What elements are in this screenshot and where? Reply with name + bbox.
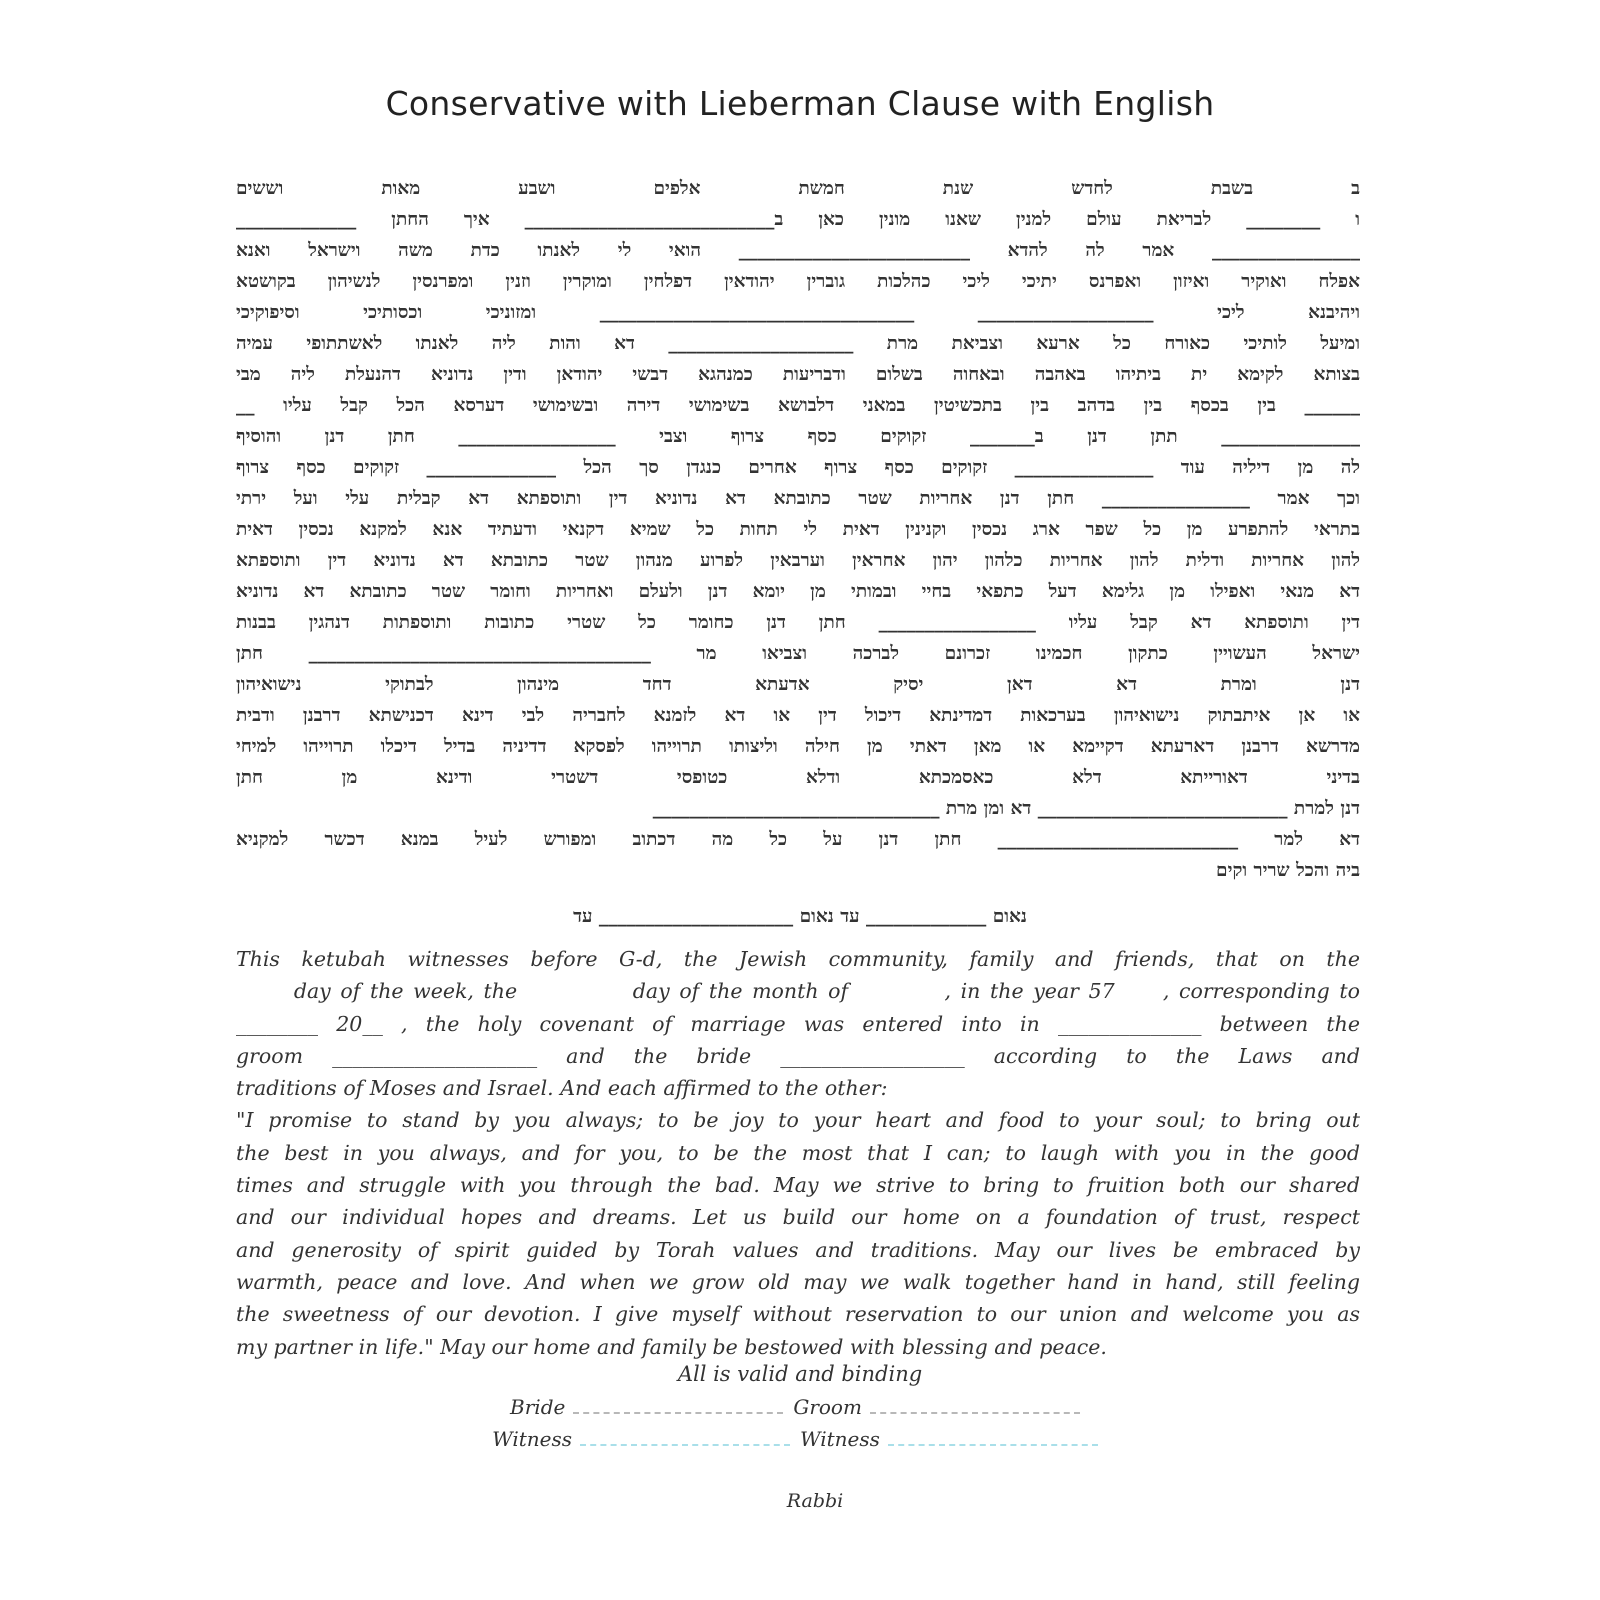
hebrew-line: דנן ומרת דא דאן יסיק אדעתא דחד מינהון לבתוקי נישואיהון xyxy=(236,674,1360,695)
bride-groom-signature-row xyxy=(0,1394,1600,1419)
groom-signature-line xyxy=(870,1394,1080,1414)
english-line: my partner in life." May our home and family be bestowed with blessing and peace. xyxy=(236,1334,1107,1359)
hebrew-line: ביה והכל שריר וקים xyxy=(1216,860,1360,881)
english-line: the best in you always, and for you, to be the most that I can; to laugh with you in the good xyxy=(236,1140,1360,1165)
hebrew-line: דין ותוספתא דא קבל עליו _________________ חתן דנן כחומר כל שטרי כתובות ותוספתות דנהגין בבנות xyxy=(236,612,1360,633)
witness-label: Witness xyxy=(800,1427,880,1451)
hebrew-line: להון אחריות ודלית להון אחריות כלהון יהון אחראין וערבאין לפרוע מנהון שטר כתובתא דא נדוניא דין ותוספתא xyxy=(236,550,1360,571)
english-line: "I promise to stand by you always; to be joy to your heart and food to your soul; to bring out xyxy=(236,1108,1360,1133)
hebrew-line: בדיני דאורייתא דלא כאסמכתא ודלא כטופסי דשטרי ודינא מן חתן xyxy=(236,767,1360,788)
english-line: traditions of Moses and Israel. And each affirmed to the other: xyxy=(236,1076,888,1101)
witness-signature-line xyxy=(888,1426,1098,1446)
hebrew-line: אפלח ואוקיר ואיזון ואפרנס יתיכי ליכי כהלכות גוברין יהודאין דפלחין ומוקרין וזנין ומפרנסין לנשיהון בקושטא xyxy=(236,271,1360,292)
page-title: Conservative with Lieberman Clause with English xyxy=(385,84,1215,123)
hebrew-line: ישראל העשויין כתקון חכמינו זכרונם לברכה וצביאו מר _____________________________________ חתן xyxy=(236,643,1360,664)
english-line: This ketubah witnesses before G-d, the Jewish community, family and friends, that on the xyxy=(236,947,1360,971)
hebrew-line: ויהיבנא ליכי ___________________ __________________________________ ומזוניכי וכסותיכי וסיפוקיכי xyxy=(236,302,1360,323)
hebrew-line: דא מנאי ואפילו מן גלימא דעל כתפאי בחיי ובמותי מן יומא דנן ולעלם ואחריות וחומר שטר כתובתא דא נדוניא xyxy=(236,581,1360,602)
hebrew-line: ב בשבת לחדש שנת חמשת אלפים ושבע מאות וששים xyxy=(236,178,1360,199)
hebrew-line: ______ בין בכסף בין בדהב בין בתכשיטין במאני דלבושא בשימושי דירה ובשימושי דערסא הכל קבל עליו __ xyxy=(236,395,1360,416)
witness-label: Witness xyxy=(492,1427,572,1451)
english-text-block xyxy=(236,943,1360,1363)
english-line: times and struggle with you through the bad. May we strive to bring to fruition both our shared xyxy=(236,1173,1360,1198)
english-line: and our individual hopes and dreams. Let us build our home on a foundation of trust, respect xyxy=(236,1205,1360,1230)
hebrew-line: בתראי להתפרע מן כל שפר ארג נכסין וקנינין דאית לי תחות כל שמיא דקנאי ודעתיד אנא למקנא נכסין דאית xyxy=(236,519,1360,540)
hebrew-line: דא למר __________________________ חתן דנן על כל מה דכתוב ומפורש לעיל במנא דכשר למקניא xyxy=(236,829,1360,850)
english-line: the sweetness of our devotion. I give myself without reservation to our union and welcome you as xyxy=(236,1302,1360,1327)
hebrew-line: או אן איתבתוק נישואיהון בערכאות דמדינתא דיכול דין או דא לזמנא לחבריה לבי דינא דכנישתא דרבנן ודבית xyxy=(236,705,1360,726)
hebrew-line: ________________ אמר לה להדא _________________________ הואי לי לאנתו כדת משה וישראל ואנא xyxy=(236,240,1360,261)
hebrew-line: דנן למרת ___________________________ דא ומן מרת _______________________________ xyxy=(652,798,1360,819)
english-line: warmth, peace and love. And when we grow old may we walk together hand in hand, still feeling xyxy=(236,1269,1360,1294)
valid-and-binding-line: All is valid and binding xyxy=(677,1362,923,1386)
bride-signature-line xyxy=(573,1394,783,1414)
hebrew-text-block xyxy=(236,173,1360,886)
groom-label: Groom xyxy=(793,1395,862,1419)
english-line: day of the week, the day of the month of , in the year 57 , corresponding to xyxy=(236,979,1360,1004)
bride-label: Bride xyxy=(510,1395,566,1419)
hebrew-line: לה מן דיליה עוד _______________ זקוקים כסף צרוף אחרים כנגדן סך הכל ______________ זקוקים כסף צרוף xyxy=(236,457,1360,478)
rabbi-label: Rabbi xyxy=(786,1490,844,1512)
hebrew-line: _______________ תתן דנן ב_______ זקוקים כסף צרוף וצבי _________________ חתן דנן והוסיף xyxy=(236,426,1360,447)
witness-signature-row xyxy=(0,1426,1600,1451)
hebrew-line: ו ________ לבריאת עולם למנין שאנו מונין כאן ב___________________________ איך החתן _____________ xyxy=(236,209,1360,230)
hebrew-line: מדרשא דרבנן דארעתא דקיימא או מאן דאתי מן חילה וליצותו תרוייהו לפסקא דדיניה בדיל דיכלו תרוייהו למיחי xyxy=(236,736,1360,757)
hebrew-line: ומיעל לותיכי כאורח כל ארעא וצביאת מרת ____________________ דא והות ליה לאנתו לאשתתופי עמיה xyxy=(236,333,1360,354)
hebrew-witness-row: נאום _____________ עד נאום _____________________ עד xyxy=(573,906,1027,927)
hebrew-line: וכך אמר ________________ חתן דנן אחריות שטר כתובתא דא נדוניא דין ותוספתא דא קבלית עלי ועל ירתי xyxy=(236,488,1360,509)
english-line: and generosity of spirit guided by Torah values and traditions. May our lives be embraced by xyxy=(236,1237,1360,1262)
hebrew-line: בצותא לקימא ית ביתיהו באהבה ובאחוה בשלום ודבריעות כמנהגא דבשי יהודאן ודין נדוניא דהנעלת ליה מבי xyxy=(236,364,1360,385)
witness-signature-line xyxy=(580,1426,790,1446)
english-line: ________ 20__ , the holy covenant of marriage was entered into in ______________ between the xyxy=(236,1011,1360,1036)
english-line: groom ____________________ and the bride __________________ according to the Laws and xyxy=(236,1043,1360,1068)
